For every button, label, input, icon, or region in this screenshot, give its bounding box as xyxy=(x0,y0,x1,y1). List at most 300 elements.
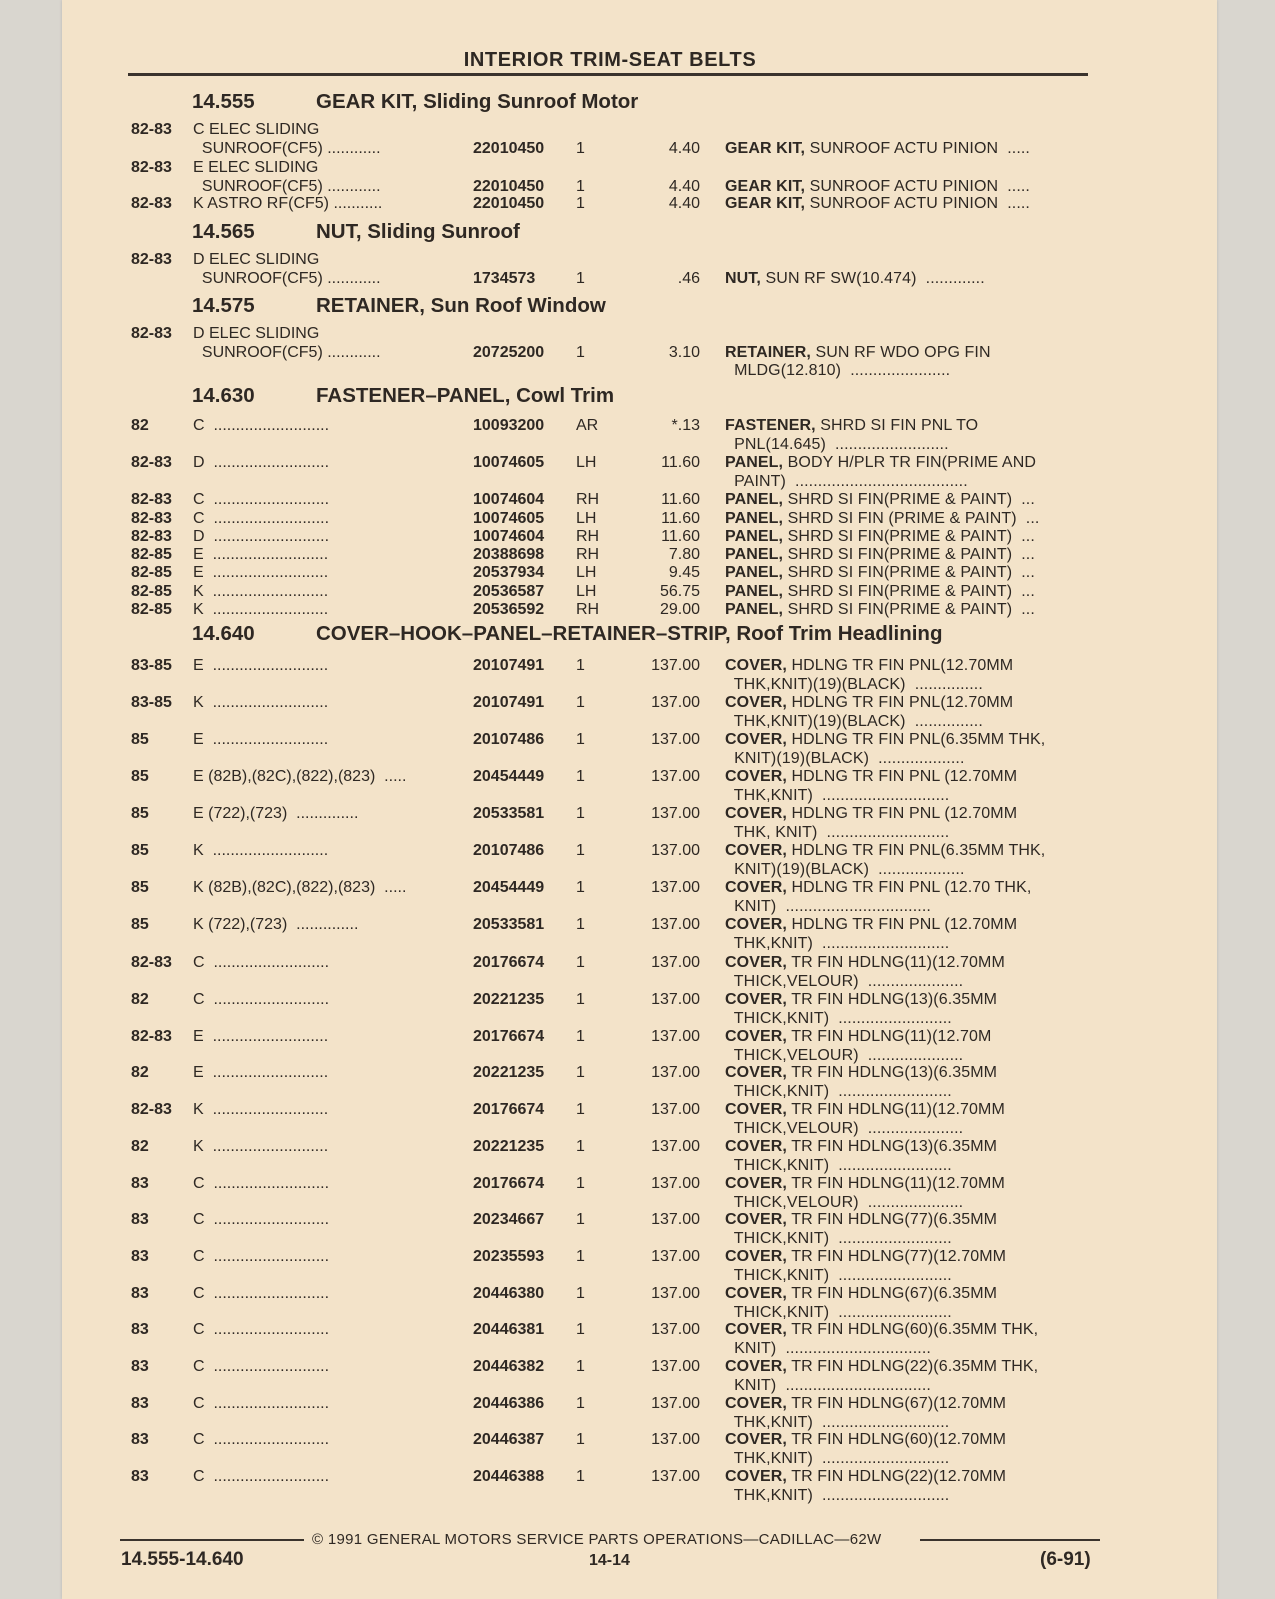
part-description xyxy=(725,1395,1092,1432)
table-row xyxy=(0,991,1275,1031)
price: 137.00 xyxy=(651,879,700,896)
application: C .......................... xyxy=(193,1431,330,1448)
part-description xyxy=(725,546,1092,565)
part-name: FASTENER, xyxy=(725,417,816,434)
quantity: 1 xyxy=(576,1285,585,1302)
model-years: 82-83 xyxy=(131,325,172,342)
application: D ELEC SLIDING SUNROOF(CF5) ............ xyxy=(193,325,381,361)
part-name: COVER, xyxy=(725,1064,787,1081)
model-years: 82-83 xyxy=(131,195,172,212)
part-name: COVER, xyxy=(725,1358,787,1375)
application: D .......................... xyxy=(193,528,330,545)
quantity: RH xyxy=(576,491,600,508)
footer-copyright: © 1991 GENERAL MOTORS SERVICE PARTS OPERATIONS—CADILLAC—62W xyxy=(312,1531,882,1548)
part-description xyxy=(725,1468,1092,1505)
quantity: 1 xyxy=(576,916,585,933)
page-title: INTERIOR TRIM-SEAT BELTS xyxy=(463,49,757,71)
model-years: 82-85 xyxy=(131,564,172,581)
table-row xyxy=(0,1028,1275,1068)
part-description xyxy=(725,140,1092,159)
price: .46 xyxy=(677,269,700,287)
model-years: 85 xyxy=(131,842,149,859)
model-years: 82-83 xyxy=(131,159,172,176)
model-years: 83 xyxy=(131,1431,149,1448)
price: 137.00 xyxy=(651,1358,700,1375)
price: 29.00 xyxy=(659,601,700,618)
model-years: 83-85 xyxy=(131,694,172,711)
quantity: 1 xyxy=(576,1028,585,1045)
part-detail: TR FIN HDLNG(67)(12.70MM THK,KNIT) ............................ xyxy=(733,1395,1007,1431)
price: 11.60 xyxy=(661,454,700,471)
price: 137.00 xyxy=(651,1248,700,1265)
footer-rule-right xyxy=(920,1539,1100,1541)
model-years: 82 xyxy=(131,1138,149,1155)
application: C .......................... xyxy=(193,991,330,1008)
part-detail: HDLNG TR FIN PNL (12.70MM THK,KNIT) ............................ xyxy=(733,916,1018,952)
model-years: 82 xyxy=(131,1064,149,1081)
section-title: RETAINER, Sun Roof Window xyxy=(316,294,606,317)
quantity: 1 xyxy=(576,1175,585,1192)
part-detail: HDLNG TR FIN PNL (12.70 THK, KNIT) ................................ xyxy=(734,879,1032,915)
footer-date: (6-91) xyxy=(1040,1549,1091,1570)
model-years: 82-83 xyxy=(131,528,172,545)
part-name: COVER, xyxy=(725,1175,787,1192)
price: 137.00 xyxy=(651,1468,700,1485)
part-name: COVER, xyxy=(725,1285,787,1302)
part-detail: HDLNG TR FIN PNL (12.70MM THK, KNIT) ........................... xyxy=(733,805,1018,841)
application: E ELEC SLIDING SUNROOF(CF5) ............ xyxy=(193,159,381,195)
part-description xyxy=(725,731,1092,768)
part-description xyxy=(725,1211,1092,1248)
table-row xyxy=(0,1358,1275,1398)
part-number: 20107486 xyxy=(473,842,545,859)
price: 4.40 xyxy=(668,177,700,195)
application: C ELEC SLIDING SUNROOF(CF5) ............ xyxy=(193,121,381,157)
part-detail: TR FIN HDLNG(60)(12.70MM THK,KNIT) ............................ xyxy=(733,1431,1007,1467)
part-number: 20537934 xyxy=(473,564,545,581)
price: 137.00 xyxy=(651,1285,700,1302)
application: K .......................... xyxy=(193,1138,329,1155)
part-name: PANEL, xyxy=(725,510,784,527)
part-description xyxy=(725,178,1092,197)
part-detail: SUNROOF ACTU PINION ..... xyxy=(805,177,1030,195)
quantity: 1 xyxy=(576,768,585,785)
application: C .......................... xyxy=(193,510,330,527)
quantity: 1 xyxy=(576,694,585,711)
part-name: GEAR KIT, xyxy=(725,177,806,195)
quantity: 1 xyxy=(576,805,585,822)
part-description xyxy=(725,583,1092,602)
part-name: PANEL, xyxy=(725,528,784,545)
table-row xyxy=(0,657,1275,697)
model-years: 82-83 xyxy=(131,510,172,527)
part-detail: TR FIN HDLNG(11)(12.70MM THICK,VELOUR) ..................... xyxy=(733,1101,1005,1137)
part-number: 20536587 xyxy=(473,583,545,600)
part-detail: TR FIN HDLNG(13)(6.35MM THICK,KNIT) ......................... xyxy=(733,991,998,1027)
application: C .......................... xyxy=(193,1175,330,1192)
part-description xyxy=(725,1321,1092,1358)
part-description xyxy=(725,916,1092,953)
model-years: 83 xyxy=(131,1175,149,1192)
price: 137.00 xyxy=(651,805,700,822)
part-detail: HDLNG TR FIN PNL(12.70MM THK,KNIT)(19)(BLACK) ............... xyxy=(733,694,1014,730)
price: *.13 xyxy=(671,417,700,434)
part-description xyxy=(725,417,1092,454)
price: 3.10 xyxy=(668,343,700,361)
part-description xyxy=(725,195,1092,214)
quantity: 1 xyxy=(576,1358,585,1375)
part-name: COVER, xyxy=(725,1211,787,1228)
part-detail: SHRD SI FIN(PRIME & PAINT) ... xyxy=(783,564,1035,581)
model-years: 82 xyxy=(131,417,149,434)
part-name: GEAR KIT, xyxy=(725,139,806,157)
application: E .......................... xyxy=(193,546,329,563)
part-description xyxy=(725,991,1092,1028)
model-years: 85 xyxy=(131,879,149,896)
part-detail: TR FIN HDLNG(22)(6.35MM THK, KNIT) ................................ xyxy=(734,1358,1039,1394)
quantity: 1 xyxy=(576,1211,585,1228)
model-years: 85 xyxy=(131,768,149,785)
part-number: 20446382 xyxy=(473,1358,545,1375)
footer-rule-left xyxy=(120,1539,304,1541)
part-number: 20176674 xyxy=(473,1028,545,1045)
price: 137.00 xyxy=(651,1028,700,1045)
part-name: COVER, xyxy=(725,916,787,933)
part-number: 20446387 xyxy=(473,1431,545,1448)
application: E .......................... xyxy=(193,657,329,674)
application: C .......................... xyxy=(193,491,330,508)
quantity: 1 xyxy=(576,1395,585,1412)
price: 137.00 xyxy=(651,1101,700,1118)
model-years: 83 xyxy=(131,1321,149,1338)
application: E (82B),(82C),(822),(823) ..... xyxy=(193,768,407,785)
part-number: 20446380 xyxy=(473,1285,545,1302)
part-detail: TR FIN HDLNG(22)(12.70MM THK,KNIT) ............................ xyxy=(733,1468,1007,1504)
quantity: 1 xyxy=(576,1321,585,1338)
quantity: 1 xyxy=(576,657,585,674)
part-detail: SUNROOF ACTU PINION ..... xyxy=(805,139,1030,157)
part-description xyxy=(725,1101,1092,1138)
table-row xyxy=(0,1468,1275,1508)
title-rule xyxy=(128,73,1088,76)
part-detail: SHRD SI FIN(PRIME & PAINT) ... xyxy=(783,601,1035,618)
application: K .......................... xyxy=(193,583,329,600)
section-header xyxy=(192,294,606,318)
part-name: COVER, xyxy=(725,1028,787,1045)
price: 137.00 xyxy=(651,954,700,971)
price: 137.00 xyxy=(651,991,700,1008)
application: K .......................... xyxy=(193,1101,329,1118)
application: K (722),(723) .............. xyxy=(193,916,359,933)
part-detail: TR FIN HDLNG(60)(6.35MM THK, KNIT) ................................ xyxy=(734,1321,1039,1357)
part-name: PANEL, xyxy=(725,564,784,581)
part-description xyxy=(725,1248,1092,1285)
part-detail: TR FIN HDLNG(13)(6.35MM THICK,KNIT) ......................... xyxy=(733,1064,998,1100)
application: K (82B),(82C),(822),(823) ..... xyxy=(193,879,407,896)
part-name: COVER, xyxy=(725,768,787,785)
application: C .......................... xyxy=(193,1358,330,1375)
part-number: 10074604 xyxy=(473,528,545,545)
part-name: COVER, xyxy=(725,1248,787,1265)
price: 137.00 xyxy=(651,1321,700,1338)
part-detail: SHRD SI FIN PNL TO PNL(14.645) ......................... xyxy=(734,417,979,453)
table-row xyxy=(0,1285,1275,1325)
part-detail: HDLNG TR FIN PNL(6.35MM THK, KNIT)(19)(BLACK) ................... xyxy=(734,842,1046,878)
quantity: LH xyxy=(576,583,597,600)
part-name: COVER, xyxy=(725,954,787,971)
model-years: 82-83 xyxy=(131,954,172,971)
part-description xyxy=(725,1138,1092,1175)
table-row xyxy=(0,842,1275,882)
price: 11.60 xyxy=(661,510,700,527)
price: 56.75 xyxy=(659,583,700,600)
part-description xyxy=(725,510,1092,529)
price: 137.00 xyxy=(651,768,700,785)
quantity: 1 xyxy=(576,343,585,361)
model-years: 83 xyxy=(131,1285,149,1302)
model-years: 83 xyxy=(131,1395,149,1412)
footer-section-range: 14.555-14.640 xyxy=(121,1549,244,1570)
part-name: PANEL, xyxy=(725,601,784,618)
table-row xyxy=(0,768,1275,808)
part-detail: TR FIN HDLNG(13)(6.35MM THICK,KNIT) ......................... xyxy=(733,1138,998,1174)
quantity: RH xyxy=(576,546,600,563)
part-name: RETAINER, xyxy=(725,343,811,361)
application: C .......................... xyxy=(193,1468,330,1485)
part-description xyxy=(725,1431,1092,1468)
model-years: 82-83 xyxy=(131,1028,172,1045)
table-row xyxy=(0,954,1275,994)
section-header xyxy=(192,384,614,408)
price: 11.60 xyxy=(661,491,700,508)
table-row xyxy=(0,1321,1275,1361)
part-detail: SHRD SI FIN(PRIME & PAINT) ... xyxy=(783,546,1035,563)
quantity: 1 xyxy=(576,1101,585,1118)
section-header xyxy=(192,90,638,114)
application: E .......................... xyxy=(193,564,329,581)
part-description xyxy=(725,564,1092,583)
table-row xyxy=(0,1138,1275,1178)
model-years: 83-85 xyxy=(131,657,172,674)
application: K ASTRO RF(CF5) ........... xyxy=(193,195,383,212)
part-description xyxy=(725,528,1092,547)
quantity: 1 xyxy=(576,139,585,157)
table-row xyxy=(0,1395,1275,1435)
section-number: 14.630 xyxy=(192,384,255,407)
quantity: LH xyxy=(576,564,597,581)
price: 7.80 xyxy=(668,546,700,563)
application: K .......................... xyxy=(193,694,329,711)
model-years: 82-83 xyxy=(131,121,172,138)
part-description xyxy=(725,954,1092,991)
application: C .......................... xyxy=(193,954,330,971)
footer-page-number: 14-14 xyxy=(589,1552,630,1569)
model-years: 85 xyxy=(131,916,149,933)
part-number: 20107491 xyxy=(473,657,545,674)
table-row xyxy=(0,694,1275,734)
part-number: 20107491 xyxy=(473,694,545,711)
part-name: PANEL, xyxy=(725,546,784,563)
price: 11.60 xyxy=(661,528,700,545)
part-detail: HDLNG TR FIN PNL(6.35MM THK, KNIT)(19)(BLACK) ................... xyxy=(734,731,1046,767)
part-number: 20446388 xyxy=(473,1468,545,1485)
price: 137.00 xyxy=(651,1395,700,1412)
table-row xyxy=(0,731,1275,771)
price: 137.00 xyxy=(651,1064,700,1081)
section-header xyxy=(192,622,942,646)
part-detail: SUN RF SW(10.474) ............. xyxy=(760,269,985,287)
table-row xyxy=(0,1101,1275,1141)
table-row xyxy=(0,1175,1275,1215)
price: 9.45 xyxy=(668,564,700,581)
part-number: 20234667 xyxy=(473,1211,545,1228)
part-detail: TR FIN HDLNG(11)(12.70MM THICK,VELOUR) ..................... xyxy=(733,1175,1005,1211)
part-number: 20176674 xyxy=(473,954,545,971)
model-years: 85 xyxy=(131,805,149,822)
part-name: COVER, xyxy=(725,1321,787,1338)
part-name: COVER, xyxy=(725,657,787,674)
application: C .......................... xyxy=(193,1285,330,1302)
application: E .......................... xyxy=(193,1064,329,1081)
model-years: 83 xyxy=(131,1248,149,1265)
part-description xyxy=(725,454,1092,491)
part-name: COVER, xyxy=(725,991,787,1008)
part-description xyxy=(725,842,1092,879)
section-number: 14.575 xyxy=(192,294,255,317)
part-description xyxy=(725,805,1092,842)
table-row xyxy=(0,879,1275,919)
table-row xyxy=(0,1211,1275,1251)
part-description xyxy=(725,1358,1092,1395)
part-detail: SUNROOF ACTU PINION ..... xyxy=(805,195,1030,212)
application: D .......................... xyxy=(193,454,330,471)
application: C .......................... xyxy=(193,1321,330,1338)
application: E (722),(723) .............. xyxy=(193,805,359,822)
part-name: GEAR KIT, xyxy=(725,195,806,212)
price: 137.00 xyxy=(651,1211,700,1228)
table-row xyxy=(0,325,1275,379)
table-row xyxy=(0,417,1275,457)
table-row xyxy=(0,1431,1275,1471)
part-number: 20221235 xyxy=(473,1138,545,1155)
section-header xyxy=(192,220,520,244)
part-description xyxy=(725,1064,1092,1101)
part-number: 20176674 xyxy=(473,1101,545,1118)
application: C .......................... xyxy=(193,1211,330,1228)
application: D ELEC SLIDING SUNROOF(CF5) ............ xyxy=(193,251,381,287)
application: E .......................... xyxy=(193,1028,329,1045)
part-name: COVER, xyxy=(725,842,787,859)
quantity: 1 xyxy=(576,954,585,971)
quantity: 1 xyxy=(576,269,585,287)
quantity: LH xyxy=(576,454,597,471)
section-number: 14.640 xyxy=(192,622,255,645)
part-detail: SHRD SI FIN(PRIME & PAINT) ... xyxy=(783,528,1035,545)
quantity: RH xyxy=(576,601,600,618)
price: 137.00 xyxy=(651,842,700,859)
model-years: 82-83 xyxy=(131,491,172,508)
price: 137.00 xyxy=(651,1138,700,1155)
quantity: 1 xyxy=(576,1064,585,1081)
part-number: 20454449 xyxy=(473,768,545,785)
quantity: 1 xyxy=(576,177,585,195)
quantity: LH xyxy=(576,510,597,527)
part-name: COVER, xyxy=(725,1101,787,1118)
part-number: 20107486 xyxy=(473,731,545,748)
part-description xyxy=(725,879,1092,916)
table-row xyxy=(0,1248,1275,1288)
quantity: 1 xyxy=(576,879,585,896)
part-description xyxy=(725,1285,1092,1322)
part-detail: SHRD SI FIN (PRIME & PAINT) ... xyxy=(783,510,1040,527)
table-row xyxy=(0,805,1275,845)
part-name: PANEL, xyxy=(725,491,784,508)
quantity: 1 xyxy=(576,1248,585,1265)
quantity: RH xyxy=(576,528,600,545)
quantity: 1 xyxy=(576,1431,585,1448)
section-title: GEAR KIT, Sliding Sunroof Motor xyxy=(316,90,639,113)
part-number: 20446386 xyxy=(473,1395,545,1412)
model-years: 82-85 xyxy=(131,583,172,600)
part-description xyxy=(725,344,1092,381)
application: K .......................... xyxy=(193,842,329,859)
part-description xyxy=(725,1175,1092,1212)
section-title: COVER–HOOK–PANEL–RETAINER–STRIP, Roof Trim Headlining xyxy=(316,622,943,645)
section-number: 14.555 xyxy=(192,90,255,113)
part-description xyxy=(725,694,1092,731)
part-number: 10093200 xyxy=(473,417,545,434)
part-detail: SHRD SI FIN(PRIME & PAINT) ... xyxy=(783,583,1035,600)
part-description xyxy=(725,491,1092,510)
part-name: COVER, xyxy=(725,1468,787,1485)
part-number: 22010450 xyxy=(473,139,545,157)
part-name: COVER, xyxy=(725,731,787,748)
table-row xyxy=(0,121,1275,161)
application: E .......................... xyxy=(193,731,329,748)
application: C .......................... xyxy=(193,417,330,434)
part-name: NUT, xyxy=(725,269,761,287)
part-number: 20235593 xyxy=(473,1248,545,1265)
part-number: 20176674 xyxy=(473,1175,545,1192)
part-name: PANEL, xyxy=(725,454,784,471)
part-number: 10074605 xyxy=(473,510,545,527)
part-description xyxy=(725,1028,1092,1065)
part-description xyxy=(725,270,1092,289)
price: 4.40 xyxy=(668,195,700,212)
part-name: COVER, xyxy=(725,694,787,711)
table-row xyxy=(0,454,1275,494)
application: C .......................... xyxy=(193,1248,330,1265)
part-number: 20533581 xyxy=(473,805,545,822)
part-detail: HDLNG TR FIN PNL(12.70MM THK,KNIT)(19)(BLACK) ............... xyxy=(733,657,1014,693)
quantity: 1 xyxy=(576,991,585,1008)
part-detail: SHRD SI FIN(PRIME & PAINT) ... xyxy=(783,491,1035,508)
part-name: COVER, xyxy=(725,1395,787,1412)
part-description xyxy=(725,601,1092,620)
section-title: FASTENER–PANEL, Cowl Trim xyxy=(316,384,615,407)
part-number: 20725200 xyxy=(473,343,545,361)
part-number: 20536592 xyxy=(473,601,545,618)
application: C .......................... xyxy=(193,1395,330,1412)
part-number: 20533581 xyxy=(473,916,545,933)
model-years: 82-83 xyxy=(131,1101,172,1118)
price: 137.00 xyxy=(651,1431,700,1448)
part-name: PANEL, xyxy=(725,583,784,600)
table-row xyxy=(0,1064,1275,1104)
part-detail: TR FIN HDLNG(67)(6.35MM THICK,KNIT) ......................... xyxy=(733,1285,998,1321)
part-name: COVER, xyxy=(725,879,787,896)
table-row xyxy=(0,916,1275,956)
